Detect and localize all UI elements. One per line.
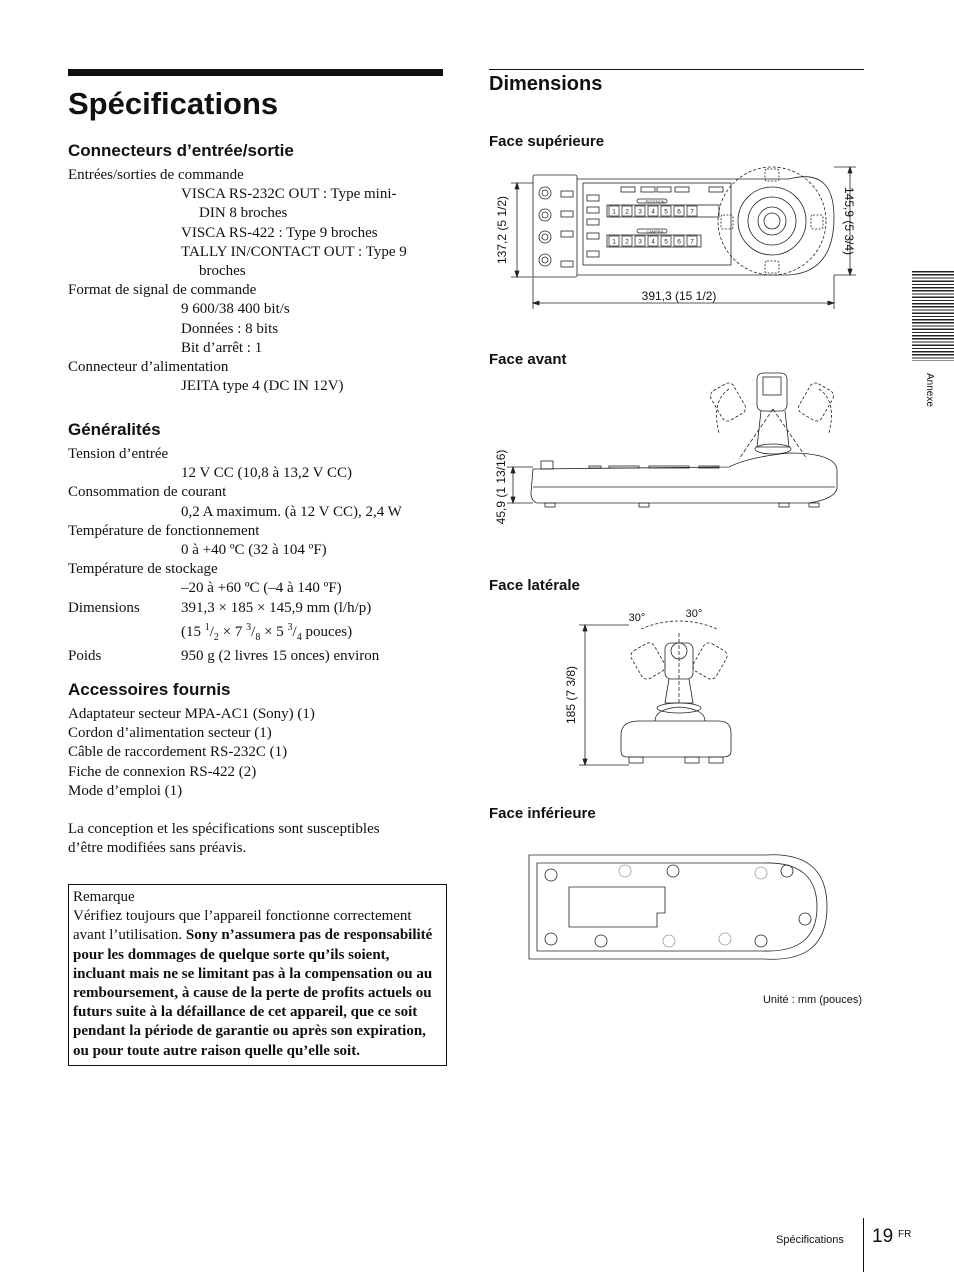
section-heading-general: Généralités: [68, 420, 161, 439]
dim-inch-part: × 5: [260, 623, 288, 640]
spec-line: TALLY IN/CONTACT OUT : Type 9: [181, 243, 407, 260]
frac-num: 3: [287, 621, 293, 633]
spec-line: Format de signal de commande: [68, 282, 257, 299]
spec-line: VISCA RS-232C OUT : Type mini-: [181, 186, 397, 203]
spec-line: Entrées/sorties de commande: [68, 167, 244, 183]
frac-num: 3: [246, 621, 252, 633]
side-height-label: 185 (7 3/8): [564, 665, 578, 725]
preset-key-label: 7: [690, 208, 694, 216]
spec-line: Bit d’arrêt : 1: [181, 339, 263, 356]
preset-key-label: 5: [664, 238, 668, 246]
preset-key-label: 6: [677, 208, 681, 216]
note-box: [68, 884, 447, 1066]
accessories-list: [68, 705, 446, 801]
preset-key-label: 3: [638, 238, 642, 246]
preset-key-label: 1: [612, 208, 616, 216]
page-title: Spécifications: [68, 86, 279, 121]
disclaimer-line: d’être modifiées sans préavis.: [68, 840, 247, 857]
dimensions-key: Dimensions: [68, 599, 140, 616]
top-view-drawing: [489, 157, 864, 312]
preset-key-label: 2: [625, 208, 629, 216]
dimensions-rule: [489, 69, 864, 70]
section-tab-stripes: [912, 271, 954, 361]
footer-section: Spécifications: [776, 1234, 844, 1246]
page-number: 19: [872, 1226, 894, 1247]
note-bold: Sony n’assumera pas de responsabilité pour les dommages de quelque sorte qu’ils soient, incluant mais ne se limitant pas à la compensation ou au remboursement, à cause de la perte de profits actuels ou futurs suite à la défaillance de cet appareil, que ce soit pendant la période de garantie ou après son expiration, ou pour toute autre raison quelle qu’elle soit.: [73, 927, 433, 1059]
frac-den: 4: [296, 631, 302, 643]
dimensions-heading: Dimensions: [489, 73, 603, 95]
spec-line: 9 600/38 400 bit/s: [181, 301, 290, 318]
frac-num: 1: [204, 621, 210, 633]
side-angle-left: 30°: [628, 612, 646, 624]
preset-key-label: 1: [612, 238, 616, 246]
section-heading-connectors: Connecteurs d’entrée/sortie: [68, 141, 294, 160]
spec-line: Tension d’entrée: [68, 446, 169, 462]
left-column: [68, 69, 446, 1059]
frac-den: 2: [213, 631, 219, 643]
dim-inch-part: pouces): [301, 623, 353, 640]
weight-row: [68, 647, 446, 666]
section-accessories: [68, 680, 446, 858]
spec-line: Consommation de courant: [68, 484, 227, 501]
preset-key-label: 6: [677, 238, 681, 246]
front-view-drawing: [489, 369, 864, 529]
preset-key-label: 4: [651, 208, 655, 216]
title-rule: [68, 69, 443, 76]
accessory-item: Adaptateur secteur MPA-AC1 (Sony) (1): [68, 706, 315, 722]
frac-den: 8: [255, 631, 261, 643]
preset-key-label: 4: [651, 238, 655, 246]
disclaimer-line: La conception et les spécifications sont susceptibles: [68, 821, 380, 838]
note-intro: Vérifiez toujours que l’appareil fonctionne correctement avant l’utilisation.: [73, 908, 412, 944]
spec-line: Données : 8 bits: [181, 320, 279, 337]
preset-key-label: 5: [664, 208, 668, 216]
dim-inch-part: (15: [181, 623, 205, 640]
side-view-label: Face latérale: [489, 577, 580, 594]
spec-line: VISCA RS-422 : Type 9 broches: [181, 224, 378, 241]
preset-keys-row-1: [609, 206, 697, 216]
spec-line: 12 V CC (10,8 à 13,2 V CC): [181, 465, 352, 482]
bottom-view-label: Face inférieure: [489, 805, 596, 822]
side-angle-right: 30°: [685, 608, 703, 620]
panel-tag-position: POSITION: [645, 199, 665, 204]
front-view-label: Face avant: [489, 351, 567, 368]
weight-key: Poids: [68, 648, 102, 665]
top-width-label: 391,3 (15 1/2): [641, 289, 717, 303]
preset-key-label: 2: [625, 238, 629, 246]
section-heading-accessories: Accessoires fournis: [68, 680, 231, 699]
spec-line: 0 à +40 ºC (32 à 104 ºF): [181, 542, 327, 559]
unit-note: Unité : mm (pouces): [762, 994, 862, 1006]
front-height-label: 45,9 (1 13/16): [494, 449, 508, 525]
side-view-drawing: [559, 603, 759, 773]
panel-tag-camera: CAMERA: [646, 229, 664, 234]
spec-line: Connecteur d’alimentation: [68, 359, 229, 376]
dimensions-row: [68, 599, 446, 618]
accessory-item: Câble de raccordement RS-232C (1): [68, 744, 288, 761]
dimensions-inches: (15 $^1/_2 \times 7$ $^3/_8 \times 5$ $^3/_4$ pouces): [181, 621, 353, 643]
spec-line: DIN 8 broches: [199, 205, 288, 222]
preset-key-label: 7: [690, 238, 694, 246]
general-list: [68, 445, 446, 599]
weight-value: 950 g (2 livres 15 onces) environ: [181, 648, 380, 665]
accessory-item: Cordon d’alimentation secteur (1): [68, 725, 272, 742]
preset-key-label: 3: [638, 208, 642, 216]
accessory-item: Mode d’emploi (1): [68, 782, 183, 799]
dim-inch-part: × 7: [218, 623, 247, 640]
top-view-label: Face supérieure: [489, 133, 605, 150]
footer-divider: [863, 1218, 864, 1272]
top-height-label: 137,2 (5 1/2): [495, 195, 509, 265]
section-tab-label: Annexe: [924, 373, 935, 407]
note-body: [73, 907, 442, 1061]
spec-line: Température de fonctionnement: [68, 522, 260, 539]
page-language: FR: [898, 1229, 912, 1240]
preset-keys-row-2: [609, 236, 697, 246]
bottom-view-drawing: [525, 847, 835, 967]
connectors-list: [68, 166, 446, 396]
spec-line: –20 à +60 ºC (–4 à 140 ºF): [181, 580, 342, 597]
spec-line: broches: [199, 263, 246, 280]
section-general: [68, 420, 446, 666]
accessory-item: Fiche de connexion RS-422 (2): [68, 763, 257, 780]
spec-line: 0,2 A maximum. (à 12 V CC), 2,4 W: [181, 503, 402, 520]
dimensions-value: 391,3 × 185 × 145,9 mm (l/h/p): [181, 599, 372, 616]
top-depth-label: 145,9 (5 3/4): [842, 186, 856, 256]
note-heading: Remarque: [73, 889, 135, 905]
section-connectors: [68, 141, 446, 396]
spec-line: Température de stockage: [68, 561, 218, 578]
spec-line: JEITA type 4 (DC IN 12V): [181, 378, 344, 395]
